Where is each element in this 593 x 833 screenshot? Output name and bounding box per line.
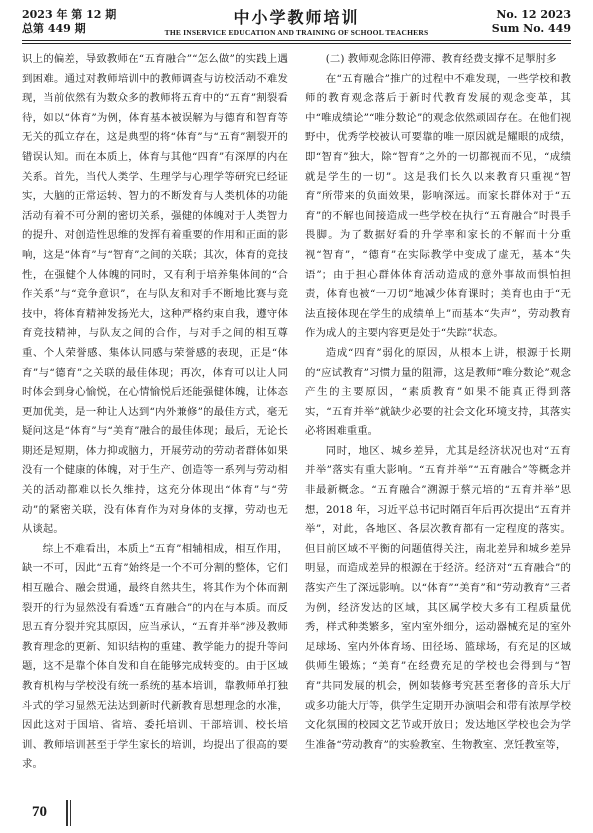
page-footer bbox=[22, 800, 112, 828]
left-column bbox=[22, 50, 288, 775]
issue-number-en: No. 12 2023 bbox=[496, 8, 571, 21]
section-heading: (二) 教师观念陈旧停滞、教育经费支撑不足掣肘多 bbox=[325, 53, 557, 65]
left-paragraph-1: 识上的偏差，导致教师在“五育融合”“怎么做”的实践上遇到困难。通过对教师培训中的教师调查与访校活动不难发现，当前依然有为数众多的教师将五育中的“五育”割裂看待，如以“体育”为例，体育基本被误解为与德育和智育等无关的孤立存在，这是典型的将“体育”与“五育”割裂开的错误认知。而在本质上，体育与其他“四育”有深厚的内在关系。首先，当代人类学、生理学与心理学等研究已经证实，大脑的正常运转、智力的不断发育与人类机体的功能活动有着不可分割的密切关系，强健的体魄对于人类智力的提升、对创造性思维的发挥有着重要的作用和正面的影响，这是“体育”与“智育”之间的关联；其次，体育的竞技性，在强健个人体魄的同时，又有利于培养集体间的“合作关系”与“竞争意识”，在与队友和对手不断地比赛与竞技中，将体育精神发扬光大，这种严格约束自我，遵守体育竞技精神，与队友之间的合作，与对手之间的相互尊重、个人荣誉感、集体认同感与荣誉感的表现，正是“体育”与“德育”之关联的最佳体现；再次，体育可以让人同时体会到身心愉悦，在心情愉悦后还能强健体魄，让体态更加优美，是一种让人达到“内外兼修”的最佳方式，毫无疑问这是“体育”与“美育”融合的最佳体现；最后，无论长期还是短期，体力抑或脑力，开展劳动的劳动者群体如果没有一个健康的体魄，对于生产、创造等一系列与劳动相关的活动都难以长久维持，这充分体现出“体育”与“劳动”的紧密关联，没有体育作为对身体的支撑，劳动也无从谈起。 bbox=[22, 53, 288, 536]
right-column bbox=[305, 50, 571, 755]
footer-bar-thin bbox=[70, 800, 71, 826]
right-paragraph-2: 造成“四育”弱化的原因，从根本上讲，根源于长期的“应试教育”习惯力量的阻滞，这是教师“唯分数论”观念产生的主要原因，“素质教育”如果不能真正得到落实，“五育并举”就缺少必要的社会文化环境支持，其落实必将困难重重。 bbox=[305, 346, 571, 438]
issue-total-number: 总第 449 期 bbox=[22, 22, 86, 35]
header-rule-thick bbox=[22, 40, 571, 41]
right-paragraph-3: 同时，地区、城乡差异，尤其是经济状况也对“五育并举”落实有重大影响。“五育并举”“五育融合”等概念并非最新概念。“五育融合”溯源于蔡元培的“五育并举”思想，2018 年，习近平总书记时隔百年后再次提出“五育并举”，对此，各地区、各层次教育都有一定程度的落实。但目前区域不平衡的问题值得关注，南北差异和城乡差异明显，而造成差异的根源在于经济。经济对“五育融合”的落实产生了深远影响。以“体育”“美育”和“劳动教育”三者为例，经济发达的区域，其区属学校大多有工程质量优秀，样式种类繁多，室内室外细分，运动器械充足的室外足球场、室内外体育场、田径场、篮球场，有充足的区域供师生锻炼；“美育”在经费充足的学校也会得到与“智育”共同发展的机会，例如装修考究甚至奢侈的音乐大厅或多功能大厅等，供学生定期开办演唱会和带有浓厚学校文化氛围的校园文艺节或开放日；发达地区学校也会为学生准备“劳动教育”的实验教室、生物教室、烹饪教室等， bbox=[305, 444, 571, 751]
left-paragraph-2: 综上不难看出，本质上“五育”相辅相成，相互作用，缺一不可，因此“五育”始终是一个不可分割的整体，它们相互融合、融会贯通，最终自然共生，将其作为个体而割裂开的行为显然没有看透“五育融合”的内在与本质。而反思五育分裂并究其原因，应当承认，“五育并举”涉及教师教育理念的更新、知识结构的重建、教学能力的提升等问题，这不是靠个体自发和自在能够完成转变的。由于区域教育机构与学校没有统一系统的基本培训，靠教师单打独斗式的学习显然无法达到新时代新教育思想理念的水准，因此这对于国培、省培、委托培训、干部培训、校长培训、教师培训甚至于学生家长的培训，均提出了很高的要求。 bbox=[22, 542, 288, 771]
page-number: 70 bbox=[32, 804, 47, 820]
journal-subtitle: THE INSERVICE EDUCATION AND TRAINING OF SCHOOL TEACHERS bbox=[164, 28, 429, 37]
journal-title: 中小学教师培训 bbox=[233, 8, 360, 27]
header-rule-thin bbox=[22, 43, 571, 44]
footer-bar bbox=[66, 800, 68, 826]
issue-sum-en: Sum No. 449 bbox=[491, 22, 571, 35]
right-paragraph-1: 在“五育融合”推广的过程中不难发现，一些学校和教师的教育观念落后于新时代教育发展的观念变革，其中“唯成绩论”“唯分数论”的观念依然顽固存在。在他们视野中，优秀学校被认可要靠的唯一原因就是耀眼的成绩，即“智育”独大，除“智育”之外的一切都视而不见，“成绩就是学生的一切”。这是我们长久以来教育只重视“智育”所带来的负面效果，影响深远。而家长群体对于“五育”的不解也间接造成一些学校在执行“五育融合”时畏手畏脚。为了数据好看的升学率和家长的不解而十分重视“智育”，“德育”在实际教学中变成了虚无，基本“失语”；由于担心群体体育活动造成的意外事故而惧怕担责，体育也被“一刀切”地减少体育课时；美育也由于“无法直接体现在学生的成绩单上”而基本“失声”，劳动教育作为成人的主要内容更是处于“失踪”状态。 bbox=[305, 72, 571, 340]
issue-year-number: 2023 年 第 12 期 bbox=[22, 8, 117, 21]
issue-info-right bbox=[492, 8, 571, 36]
journal-title-block bbox=[22, 8, 571, 38]
